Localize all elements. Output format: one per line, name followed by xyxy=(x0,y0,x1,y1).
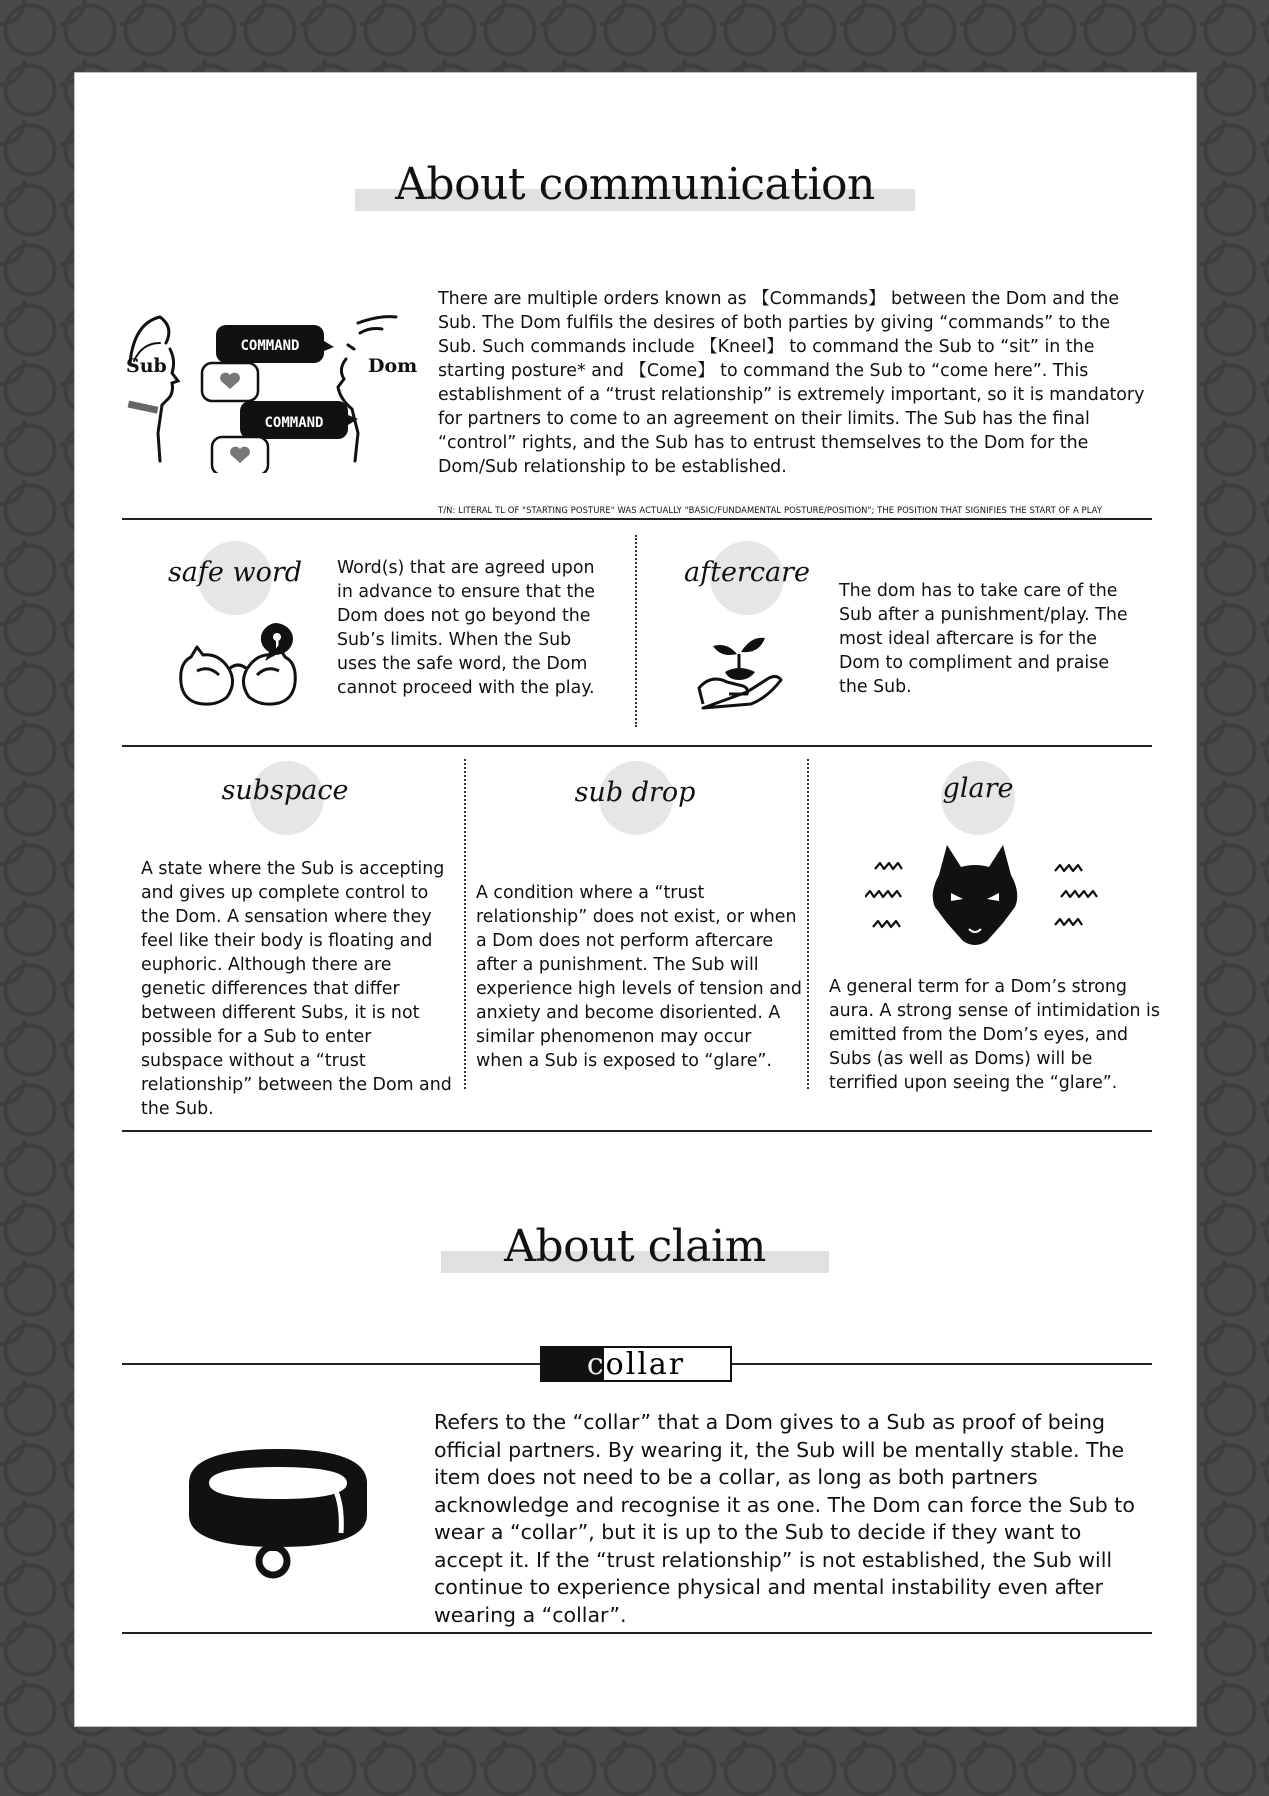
collar-text: Refers to the “collar” that a Dom gives to a Sub as proof of being official partners. By wearing it, the Sub will be mentally stable. The item does not need to be a collar, as long as both partners acknowledge and recognise it as one. The Dom can force the Sub to wear a “collar”, but it is up to the Sub to decide if they want to accept it. If the “trust relationship” is not established, the Sub will continue to experience physical and mental instability even after wearing a “collar”. xyxy=(434,1410,1135,1627)
collar-icon xyxy=(183,1443,373,1583)
subspace-text: A state where the Sub is accepting and gives up complete control to the Dom. A sensation where they feel like their body is floating and euphoric. Although there are genetic differences that differ between different Subs, it is not possible for a Sub to enter subspace without a “trust relationship” between the Dom and the Sub. xyxy=(141,859,452,1119)
divider xyxy=(122,1130,1152,1132)
safe-word-text: Word(s) that are agreed upon in advance to ensure that the Dom does not go beyond the Sub’s limits. When the Sub uses the safe word, the Dom cannot proceed with the play. xyxy=(337,558,596,698)
dotted-divider xyxy=(635,535,637,727)
wolf-icon xyxy=(865,845,1105,955)
term-collar-label xyxy=(540,1346,732,1382)
term-collar: collar xyxy=(586,1347,686,1382)
term-glare: glare xyxy=(942,773,1014,804)
divider xyxy=(122,745,1152,747)
term-safe-word: safe word xyxy=(167,557,303,588)
term-sub-drop: sub drop xyxy=(574,777,696,808)
term-aftercare: aftercare xyxy=(684,557,810,588)
communication-text: There are multiple orders known as 【Commands】 between the Dom and the Sub. The Dom fulfils the desires of both parties by giving “commands” to the Sub. Such commands include 【Kneel】 to command the Sub to “sit” in the starting posture* and 【Come】 to command the Sub to “come here”. This establishment of a “trust relationship” is extremely important, so it is mandatory for partners to come to an agreement on their limits. The Sub has the final “control” rights, and the Sub has to entrust themselves to the Dom for the Dom/Sub relationship to be established. xyxy=(438,289,1145,477)
pinky-promise-icon xyxy=(175,613,315,708)
sub-label: Sub xyxy=(126,355,167,377)
aftercare-text: The dom has to take care of the Sub after a punishment/play. The most ideal aftercare is for the Dom to compliment and praise the Sub. xyxy=(839,581,1128,697)
sub-drop-text: A condition where a “trust relationship” does not exist, or when a Dom does not perform aftercare after a punishment. The Sub will experience high levels of tension and anxiety and become disoriented. A similar phenomenon may occur when a Sub is exposed to “glare”. xyxy=(476,883,802,1071)
command-illustration xyxy=(120,283,430,473)
translator-note: T/N: LITERAL TL OF "STARTING POSTURE" WAS ACTUALLY "BASIC/FUNDAMENTAL POSTURE/POSITION"; THE POSITION THAT SIGNIFIES THE START OF A PLAY xyxy=(438,505,1103,515)
document-page xyxy=(74,72,1197,1727)
divider xyxy=(122,1632,1152,1634)
divider xyxy=(122,518,1152,520)
dotted-divider xyxy=(464,759,466,1089)
heart-icon xyxy=(212,437,268,473)
section-heading-communication: About communication xyxy=(395,159,875,210)
command-bubble-2: COMMAND xyxy=(264,415,324,431)
dom-profile-icon xyxy=(338,317,396,461)
term-subspace: subspace xyxy=(221,775,349,806)
heart-icon xyxy=(202,363,258,401)
collar-on-sub xyxy=(128,401,159,414)
dom-label: Dom xyxy=(368,355,418,377)
command-bubble-1: COMMAND xyxy=(240,338,300,354)
hand-sprout-icon xyxy=(697,628,787,713)
section-heading-claim: About claim xyxy=(504,1221,766,1272)
sub-profile-icon xyxy=(130,317,178,461)
glare-text: A general term for a Dom’s strong aura. A strong sense of intimidation is emitted from the Dom’s eyes, and Subs (as well as Doms) will be terrified upon seeing the “glare”. xyxy=(829,977,1160,1093)
dotted-divider xyxy=(807,759,809,1089)
